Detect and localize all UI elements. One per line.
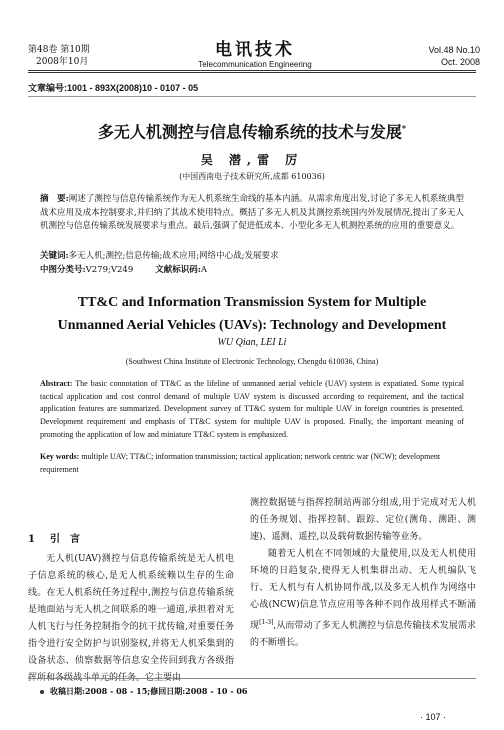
abstract-cn-label: 摘 要: (40, 194, 69, 204)
intro-paragraph-right-2 (250, 546, 476, 652)
doc-code-value: A (200, 265, 208, 275)
keywords-cn (40, 250, 464, 262)
title-en-line1: TT&C and Information Transmission System for Multiple (77, 295, 427, 310)
footnote (40, 686, 247, 697)
article-number: 文章编号:1001 - 893X(2008)10 - 0107 - 05 (28, 83, 199, 93)
keywords-en-label: Key words: (40, 452, 80, 461)
title-cn (28, 118, 476, 142)
abstract-en-text: The basic connotation of TT&C as the lifeline of unmanned aerial vehicle (UAV) system is expatiated. Some typical tactical application and cost control demand of multiple UAV system is discussed according to requirement, and the tactical application features are summarized. Development survey of TT&C system for multiple UAV in foreign countries is presented. Development requirement and emphasis of TT&C system for multiple UAV is proposed. Finally, the important meaning of promoting the application of low and miniature TT&C system is emphasized. (40, 379, 464, 439)
footnote-rule (28, 678, 476, 679)
section-title: 引 言 (50, 534, 80, 545)
title-en (28, 293, 476, 335)
keywords-en-text: multiple UAV; TT&C; information transmission; tactical application; network centric war (NCW); development requirement (40, 452, 441, 474)
section-number: 1 (28, 534, 35, 545)
authors-cn: 吴 潜,雷 厉 (200, 153, 304, 167)
body-left-column (28, 530, 234, 687)
title-cn-text: 多无人机测控与信息传输系统的技术与发展 (97, 122, 402, 142)
affiliation-cn: (中国西南电子技术研究所,成都 610036) (179, 172, 325, 181)
intro-paragraph-right-2-tail: ,从而带动了多无人机测控与信息传输技术发展需求的不断增长。 (250, 621, 476, 648)
volume-issue-en: Vol.48 No.10 (428, 45, 480, 55)
keywords-cn-text: 多无人机;测控;信息传输;战术应用;网络中心战;发展要求 (68, 251, 279, 261)
title-en-line2: Unmanned Aerial Vehicles (UAVs): Technology and Development (57, 318, 447, 333)
abstract-cn (40, 193, 464, 234)
citation-ref: [1-3] (259, 619, 274, 626)
journal-logo-cn: 电讯技术 (215, 40, 295, 60)
header-rule-thin (28, 72, 476, 73)
header-rule (28, 70, 476, 71)
footnote-text: 收稿日期:2008 - 08 - 15;修回日期:2008 - 10 - 06 (50, 686, 248, 696)
classification-cn (40, 264, 464, 276)
class-number-value: V279;V249 (85, 265, 134, 275)
bullet-icon (40, 690, 44, 694)
intro-paragraph-left: 无人机(UAV)测控与信息传输系统是无人机电子信息系统的核心,是无人机系统赖以生存的生命线。在无人机系统任务过程中,测控与信息传输系统是地面站与无人机之间联系的唯一通道,承担着对无人机飞行与任务控制指令的抗干扰传输,对重要任务指令进行安全防护与识别鉴权,并将无人机采集到的设备状态、侦察数据等信息安全传回到我方各级指挥所和各级战斗单元的任务。它主要由 (28, 554, 234, 683)
journal-name-en: Telecommunication Engineering (198, 60, 312, 69)
doc-code-label: 文献标识码: (155, 265, 201, 275)
page-number: · 107 · (420, 712, 447, 722)
article-number-rule (28, 96, 476, 97)
keywords-cn-label: 关键词: (40, 251, 69, 261)
authors-en: WU Qian, LEI Li (217, 337, 287, 348)
abstract-en-label: Abstract: (40, 379, 73, 388)
section-heading (28, 530, 234, 545)
date-en: Oct. 2008 (440, 57, 480, 67)
intro-paragraph-right-1: 测控数据链与指挥控制站两部分组成,用于完成对无人机的任务规划、指挥控制、跟踪、定位(测角、测距、测速)、遥测、遥控,以及载荷数据传输等业务。 (250, 498, 476, 542)
body-right-column (250, 495, 476, 652)
abstract-cn-text: 阐述了测控与信息传输系统作为无人机系统生命线的基本内涵。从需求角度出发,讨论了多无人机系统典型战术应用及成本控制要求,并归纳了其战术使用特点。概括了多无人机及其测控系统国内外发展情况,提出了多无人机测控与信息传输系统发展要求与重点。最后,强调了促进低成本、小型化多无人机测控系统的应用的重要意义。 (40, 194, 464, 231)
intro-paragraph-right-2-text: 随着无人机在不同领域的大量使用,以及无人机使用环境的日趋复杂,使得无人机集群出动、无人机编队飞行、无人机与有人机协同作战,以及多无人机作为网络中心战(NCW)信息节点应用等各种不同作战用样式不断涌现 (250, 549, 476, 631)
journal-volume-cn (28, 44, 148, 68)
journal-masthead (165, 40, 345, 70)
abstract-en (40, 378, 464, 442)
title-footnote-mark: * (401, 123, 407, 133)
keywords-en (40, 451, 464, 476)
class-number-label: 中图分类号: (40, 265, 86, 275)
date-cn: 2008年10月 (36, 57, 89, 67)
journal-volume-en (360, 44, 480, 68)
affiliation-en: (Southwest China Institute of Electronic Technology, Chengdu 610036, China) (125, 357, 379, 366)
volume-issue-cn: 第48卷 第10期 (28, 45, 90, 55)
